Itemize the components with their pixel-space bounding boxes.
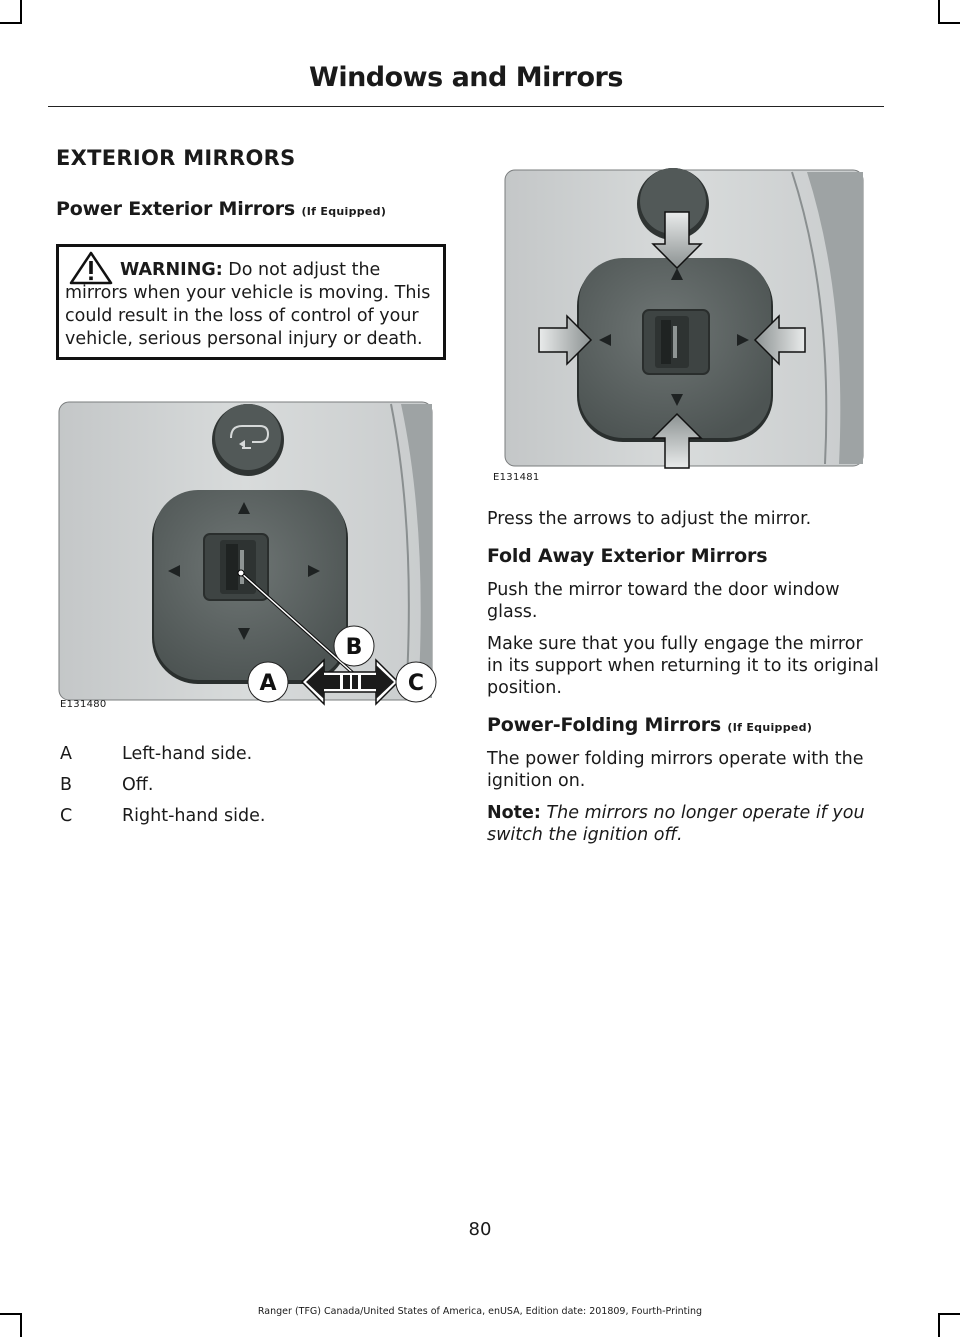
power-folding-note <box>487 802 882 846</box>
footer-text: Ranger (TFG) Canada/United States of America, enUSA, Edition date: 201809, Fourth-Printing <box>257 1306 703 1317</box>
left-column <box>56 146 446 837</box>
legend-key: B <box>60 775 73 795</box>
callout-a-label: A <box>259 671 277 696</box>
page-header: Windows and Mirrors <box>309 62 623 93</box>
legend-text: Off. <box>122 775 154 795</box>
legend-key: A <box>60 744 72 764</box>
figure2-code: E131481 <box>493 472 540 483</box>
fold-away-p2: Make sure that you fully engage the mirror in its support when returning it to its original position. <box>487 634 879 698</box>
warning-label: WARNING: <box>120 260 223 280</box>
power-folding-title-text: Power-Folding Mirrors <box>487 714 721 736</box>
section-title: EXTERIOR MIRRORS <box>56 146 296 170</box>
legend-row <box>56 775 446 806</box>
mirror-switch-figure-arrows <box>487 168 867 490</box>
power-folding-title <box>487 714 882 736</box>
crop-mark <box>20 0 22 24</box>
warning-triangle-icon <box>69 251 113 285</box>
warning-box <box>56 244 446 360</box>
callout-b-label: B <box>345 635 363 660</box>
figure1-code: E131480 <box>60 699 107 710</box>
mirror-adjust-illustration <box>487 168 867 490</box>
right-column <box>487 168 882 846</box>
mirror-switch-illustration <box>56 390 446 720</box>
header-rule <box>48 106 884 107</box>
legend-key: C <box>60 806 73 826</box>
callout-c-label: C <box>407 671 425 696</box>
callout-legend <box>56 744 446 837</box>
note-text: The mirrors no longer operate if you switch the ignition off. <box>487 803 865 845</box>
subsection-qualifier: (If Equipped) <box>301 205 387 218</box>
legend-row <box>56 744 446 775</box>
warning-text-first: Do not adjust the <box>228 260 381 280</box>
mirror-switch-figure-callouts <box>56 390 446 720</box>
page-number: 80 <box>468 1219 492 1240</box>
press-arrows-text: Press the arrows to adjust the mirror. <box>487 509 812 529</box>
power-folding-qualifier: (If Equipped) <box>727 721 813 734</box>
note-label: Note: <box>487 803 541 823</box>
crop-mark <box>938 22 960 24</box>
warning-first-line <box>65 259 437 282</box>
fold-away-title: Fold Away Exterior Mirrors <box>487 545 768 567</box>
legend-text: Left-hand side. <box>122 744 253 764</box>
crop-mark <box>0 22 22 24</box>
subsection-title <box>56 198 446 220</box>
crop-mark <box>938 0 940 24</box>
fold-away-p1: Push the mirror toward the door window glass. <box>487 580 840 622</box>
warning-text-rest: mirrors when your vehicle is moving. This could result in the loss of control of your vehicle, serious personal injury or death. <box>65 283 431 349</box>
power-folding-p1: The power folding mirrors operate with the ignition on. <box>487 749 864 791</box>
subsection-title-text: Power Exterior Mirrors <box>56 198 296 220</box>
legend-row <box>56 806 446 837</box>
legend-text: Right-hand side. <box>122 806 266 826</box>
